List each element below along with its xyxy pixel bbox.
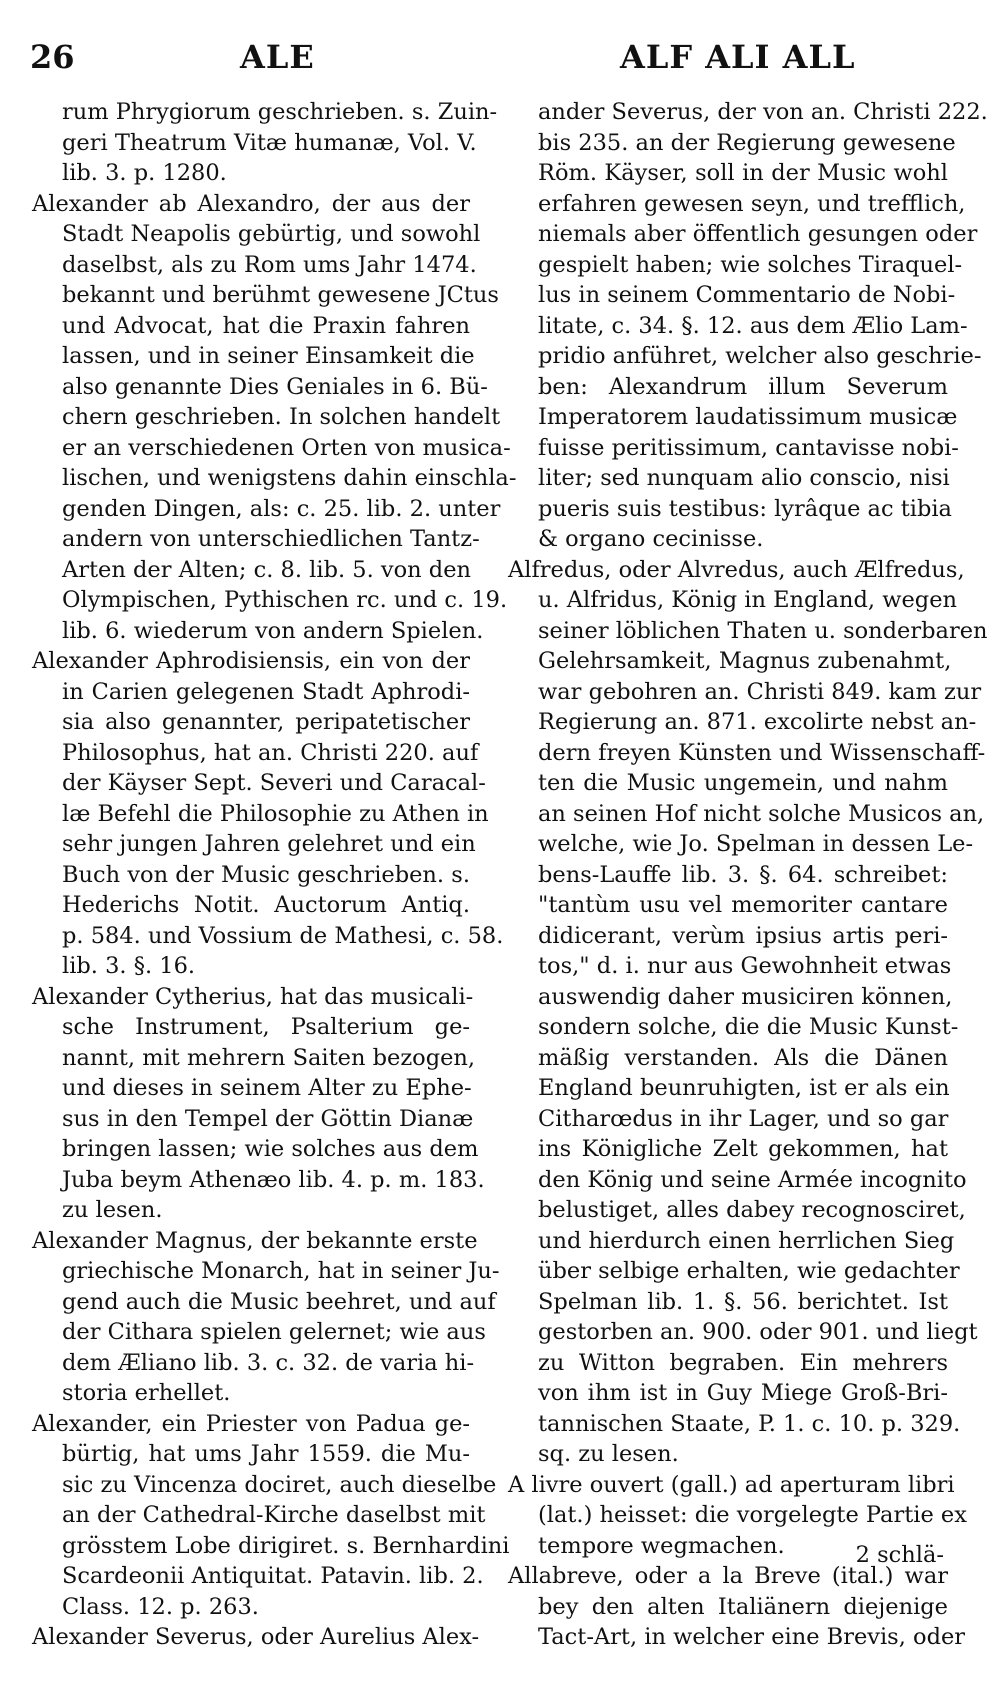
entry-alfredus [508,555,988,1470]
text-line: Stadt Neapolis gebürtig, und sowohl [62,221,481,247]
text-line: bürtig, hat ums Jahr 1559. die Mu- [62,1441,470,1467]
left-column [32,97,517,1653]
text-line: lischen, und wenigstens dahin einschla- [62,465,517,491]
text-line: Alexander Cytherius, hat das musicali- [32,983,474,1010]
entry-allabreve [508,1561,966,1653]
text-line: der Käyser Sept. Severi und Caracal- [62,770,486,796]
text-line: an seinen Hof nicht solche Musicos an, [538,800,985,827]
text-line: bey den alten Italiänern diejenige [538,1593,948,1620]
text-line: Hederichs Notit. Auctorum Antiq. [62,892,470,918]
left-entry-continuation [32,97,498,189]
text-line: lus in seinem Commentario de Nobi- [538,282,956,308]
text-line: liter; sed nunquam alio conscio, nisi [538,465,950,491]
text-line: & organo cecinisse. [538,526,764,552]
text-line: war gebohren an. Christi 849. kam zur [538,678,982,705]
text-line: sche Instrument, Psalterium ge- [62,1014,470,1040]
text-line: tos," d. i. nur aus Gewohnheit etwas [538,953,952,979]
entry-alexander-aphrodisiensis [32,646,504,982]
text-line: læ Befehl die Philosophie zu Athen in [62,800,489,827]
text-line: gespielt haben; wie solches Tiraquel- [538,251,963,278]
text-line: didicerant, verùm ipsius artis peri- [538,922,948,949]
text-line: ten die Music ungemein, und nahm [538,770,948,796]
text-line: sus in den Tempel der Göttin Dianæ [62,1105,474,1132]
catchword: 2 schlä- [855,1541,944,1568]
text-line: zu Witton begraben. Ein mehrers [538,1349,948,1376]
text-line: litate, c. 34. §. 12. aus dem Ælio Lam- [538,312,968,339]
text-line: Röm. Käyser, soll in der Music wohl [538,160,948,186]
text-line: niemals aber öffentlich gesungen oder [538,221,978,247]
text-line: pueris suis testibus: lyrâque ac tibia [538,495,952,522]
text-line: lib. 6. wiederum von andern Spielen. [62,617,484,644]
text-line: sic zu Vincenza dociret, auch dieselbe [62,1471,497,1498]
text-line: u. Alfridus, König in England, wegen [538,587,958,613]
right-column [508,97,988,1653]
text-line: sondern solche, die die Music Kunst- [538,1014,959,1040]
text-line: nannt, mit mehrern Saiten bezogen, [62,1044,476,1071]
page-number: 26 [30,38,75,76]
text-line: belustiget, alles dabey recognosciret, [538,1197,966,1223]
text-line: dern freyen Künsten und Wissenschaff- [538,739,986,766]
text-line: lib. 3. p. 1280. [62,160,227,186]
text-line: ben: Alexandrum illum Severum [538,373,948,400]
text-line: (lat.) heisset: die vorgelegte Partie ex [538,1502,967,1528]
text-line: seiner löblichen Thaten u. sonderbaren [538,617,988,644]
text-line: bekannt und berühmt gewesene JCtus [62,282,499,308]
left-running-head: ALE [240,38,315,76]
text-line: Alfredus, oder Alvredus, auch Ælfredus, [508,556,965,583]
text-line: in Carien gelegenen Stadt Aphrodi- [62,678,470,705]
text-line: den König und seine Armée incognito [538,1166,967,1193]
entry-alexander-magnus [32,1226,500,1409]
text-line: rum Phrygiorum geschrieben. s. Zuin- [62,99,498,125]
text-line: Spelman lib. 1. §. 56. berichtet. Ist [538,1288,948,1315]
entry-alexander-priester [32,1409,510,1623]
running-header [0,38,1000,88]
text-line: und dieses in seinem Alter zu Ephe- [62,1075,472,1101]
text-line: fuisse peritissimum, cantavisse nobi- [538,434,959,461]
text-line: England beunruhigten, ist er als ein [538,1075,950,1101]
text-line: zu lesen. [62,1197,163,1223]
text-line: Alexander, ein Priester von Padua ge- [32,1410,470,1437]
text-line: "tantùm usu vel memoriter cantare [538,892,948,918]
entry-alexander-cytherius [32,982,485,1226]
right-entry-continuation [508,97,988,555]
text-line: gestorben an. 900. oder 901. und liegt [538,1319,978,1345]
text-line: Buch von der Music geschrieben. s. [62,861,470,888]
text-line: dem Æliano lib. 3. c. 32. de varia hi- [62,1349,475,1376]
text-line: sehr jungen Jahren gelehret und ein [62,831,476,857]
text-line: chern geschrieben. In solchen handelt [62,404,501,430]
text-line: Alexander ab Alexandro, der aus der [32,190,470,217]
text-line: daselbst, als zu Rom ums Jahr 1474. [62,251,477,278]
text-line: Philosophus, hat an. Christi 220. auf [62,739,479,766]
text-line: von ihm ist in Guy Miege Groß-Bri- [538,1380,948,1406]
text-line: er an verschiedenen Orten von musica- [62,434,511,461]
text-line: lib. 3. §. 16. [62,953,196,979]
text-line: bringen lassen; wie solches aus dem [62,1136,479,1162]
text-line: Alexander Severus, oder Aurelius Alex- [32,1624,480,1650]
text-line: Olympischen, Pythischen rc. und c. 19. [62,587,508,613]
text-line: Juba beym Athenæo lib. 4. p. m. 183. [62,1166,485,1193]
text-line: gend auch die Music beehret, und auf [62,1288,496,1315]
text-line: tempore wegmachen. [538,1532,785,1559]
text-line: andern von unterschiedlichen Tantz- [62,526,480,552]
text-line: Class. 12. p. 263. [62,1593,259,1620]
right-running-head: ALF ALI ALL [620,38,856,76]
entry-alexander-ab-alexandro [32,189,517,647]
text-line: bis 235. an der Regierung gewesene [538,129,956,156]
text-line: lassen, und in seiner Einsamkeit die [62,343,475,369]
text-line: mäßig verstanden. Als die Dänen [538,1044,948,1071]
text-line: und Advocat, hat die Praxin fahren [62,312,470,339]
text-line: genden Dingen, als: c. 25. lib. 2. unter [62,495,501,522]
entry-alexander-severus [32,1622,480,1653]
text-line: an der Cathedral-Kirche daselbst mit [62,1502,486,1528]
text-line: Citharœdus in ihr Lager, und so gar [538,1105,949,1132]
text-line: Tact-Art, in welcher eine Brevis, oder [538,1624,966,1650]
text-line: p. 584. und Vossium de Mathesi, c. 58. [62,922,504,949]
text-line: der Cithara spielen gelernet; wie aus [62,1319,486,1345]
text-line: A livre ouvert (gall.) ad aperturam libri [508,1471,955,1498]
text-line: Imperatorem laudatissimum musicæ [538,404,958,430]
text-line: Regierung an. 871. excolirte nebst an- [538,709,977,735]
text-line: Alexander Aphrodisiensis, ein von der [32,648,470,674]
text-line: Arten der Alten; c. 8. lib. 5. von den [62,556,472,583]
text-line: welche, wie Jo. Spelman in dessen Le- [538,831,974,857]
text-line: ins Königliche Zelt gekommen, hat [538,1136,948,1162]
text-line: tannischen Staate, P. 1. c. 10. p. 329. [538,1410,961,1437]
text-line: storia erhellet. [62,1380,231,1406]
text-line: ander Severus, der von an. Christi 222. [538,99,988,125]
text-line: pridio anführet, welcher also geschrie- [538,343,982,369]
text-line: grösstem Lobe dirigiret. s. Bernhardini [62,1532,510,1559]
text-line: über selbige erhalten, wie gedachter [538,1258,960,1284]
text-line: Gelehrsamkeit, Magnus zubenahmt, [538,648,952,674]
text-line: und hierdurch einen herrlichen Sieg [538,1227,955,1254]
text-line: bens-Lauffe lib. 3. §. 64. schreibet: [538,861,948,888]
text-line: Allabreve, oder a la Breve (ital.) war [508,1563,948,1589]
text-line: erfahren gewesen seyn, und trefflich, [538,190,966,217]
text-line: Scardeonii Antiquitat. Patavin. lib. 2. [62,1563,484,1589]
text-line: Alexander Magnus, der bekannte erste [32,1227,478,1254]
text-line: geri Theatrum Vitæ humanæ, Vol. V. [62,129,477,156]
text-line: sia also genannter, peripatetischer [62,709,470,735]
text-line: griechische Monarch, hat in seiner Ju- [62,1258,500,1284]
text-line: sq. zu lesen. [538,1441,679,1467]
text-line: also genannte Dies Geniales in 6. Bü- [62,373,488,400]
text-line: auswendig daher musiciren können, [538,983,953,1010]
